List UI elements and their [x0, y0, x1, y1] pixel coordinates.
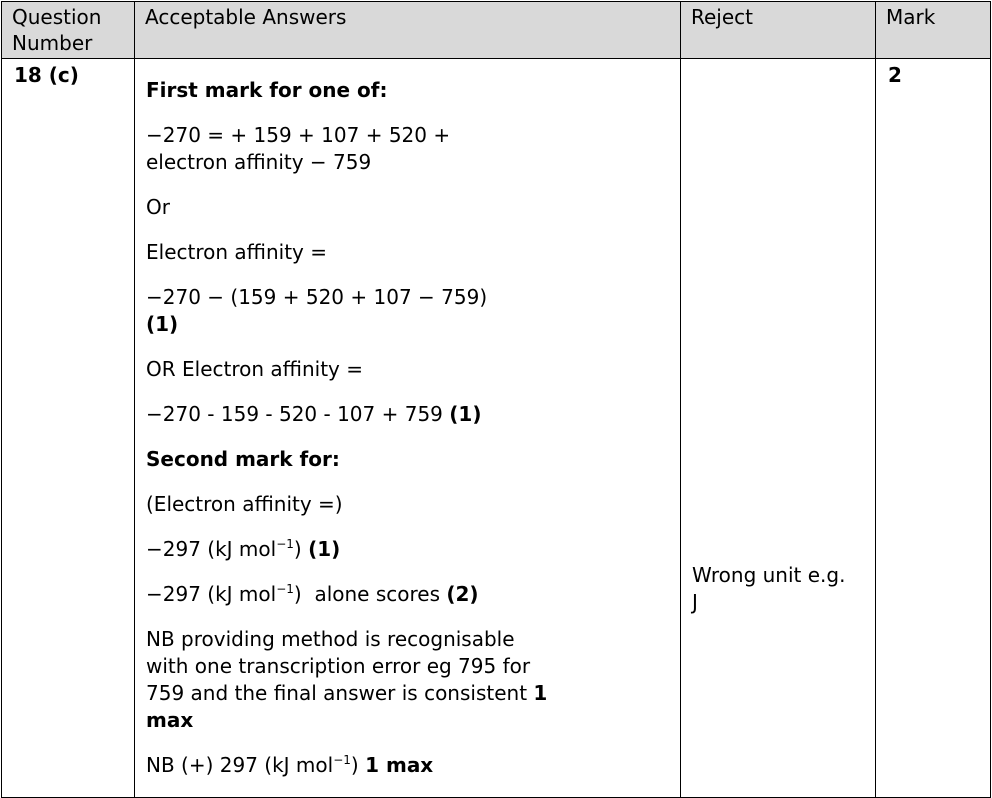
result-2-value: −297 (kJ mol [146, 582, 277, 606]
or-text: Or [146, 195, 170, 219]
first-mark-heading: First mark for one of: [146, 78, 388, 102]
result-2-close: ) alone scores [293, 582, 440, 606]
header-acceptable-answers: Acceptable Answers [135, 2, 681, 59]
nb-note-2-exponent: −1 [333, 753, 351, 767]
mark-scheme-table [1, 1, 991, 798]
reject-text: Wrong unit e.g. J [692, 563, 846, 614]
header-mark: Mark [876, 2, 991, 59]
table-row [2, 59, 991, 798]
result-1-exponent: −1 [276, 537, 294, 551]
nb-note-1 [146, 626, 556, 734]
nb-note-2-value: NB (+) 297 (kJ mol [146, 753, 334, 777]
answer-line-3-text: −270 - 159 - 520 - 107 + 759 [146, 402, 443, 426]
result-1-close: ) [293, 537, 302, 561]
nb-note-2 [146, 752, 670, 779]
result-2-exponent: −1 [276, 582, 294, 596]
nb-note-2-close: ) [350, 753, 359, 777]
result-line-1 [146, 536, 670, 563]
mark-indicator-1a: (1) [146, 312, 179, 336]
header-row [2, 2, 991, 59]
mark-indicator-2: (2) [446, 582, 479, 606]
nb-note-1-text: NB providing method is recognisable with one transcription error eg 795 for 759 and the final answer is consistent [146, 627, 531, 705]
answer-line-1: −270 = + 159 + 107 + 520 + electron affinity − 759 [146, 123, 451, 174]
answer-line-3 [146, 401, 670, 428]
reject-cell [681, 59, 876, 798]
result-1-value: −297 (kJ mol [146, 537, 277, 561]
mark-indicator-1c: (1) [308, 537, 341, 561]
answer-line-2-text: −270 − (159 + 520 + 107 − 759) [146, 285, 488, 309]
second-mark-heading: Second mark for: [146, 447, 340, 471]
mark-cell: 2 [876, 59, 991, 798]
nb-note-1-max: 1 max [146, 681, 548, 732]
answer-line-2 [146, 284, 670, 338]
mark-indicator-1b: (1) [449, 402, 482, 426]
nb-note-2-max: 1 max [365, 753, 434, 777]
electron-affinity-label-2: OR Electron affinity = [146, 357, 364, 381]
question-number-cell: 18 (c) [2, 59, 135, 798]
header-question-number: Question Number [2, 2, 135, 59]
result-line-2 [146, 581, 670, 608]
electron-affinity-label-1: Electron affinity = [146, 240, 328, 264]
electron-affinity-label-3: (Electron affinity =) [146, 492, 343, 516]
acceptable-answers-cell [135, 59, 681, 798]
header-reject: Reject [681, 2, 876, 59]
